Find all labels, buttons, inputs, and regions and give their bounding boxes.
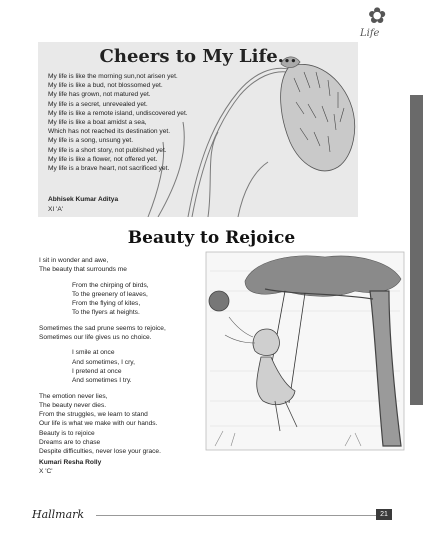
corner-logo-text: Life <box>360 28 380 39</box>
footer-logo: Hallmark <box>32 508 85 521</box>
poem-line: I sit in wonder and awe, <box>39 257 109 264</box>
poem1-body <box>48 72 188 173</box>
corner-logo <box>360 4 398 44</box>
poem-line: Beauty is to rejoice <box>39 429 95 437</box>
poem-line: And sometimes I try. <box>72 377 132 385</box>
poem-line: Which has not reached its destination yet. <box>48 128 171 136</box>
poem-line: Dreams are to chase <box>39 439 101 447</box>
poem-line: From the struggles, we learn to stand <box>39 411 148 419</box>
poem1-box <box>38 42 358 217</box>
poem-line: To the greenery of leaves, <box>72 290 148 298</box>
poem1-title: Cheers to My Life... <box>99 46 297 67</box>
poem-line: To the flyers at heights. <box>72 309 140 317</box>
poem-line: Sometimes the sad prune seems to rejoice, <box>39 324 166 332</box>
poem-line: My life is like a flower, not offered yet. <box>48 155 158 163</box>
poem-line: And sometimes, I cry, <box>72 358 135 366</box>
poem-line: From the chirping of birds, <box>72 281 149 289</box>
poem2-body <box>39 256 166 476</box>
page-number: 21 <box>376 509 392 520</box>
poem1-class: XI 'A' <box>48 206 63 213</box>
footer-divider <box>96 515 376 516</box>
poem1-author: Abhisek Kumar Aditya <box>48 196 119 203</box>
side-tab <box>410 95 423 405</box>
poem-line: From the flying of kites, <box>72 300 141 308</box>
poem-line: My life is a short story, not published yet. <box>48 146 167 154</box>
poem2-class: X 'C' <box>39 467 53 475</box>
poem-line: Sometimes our life gives us no choice. <box>39 334 152 342</box>
poem-line: I pretend at once <box>72 367 122 375</box>
poem-line: The beauty never dies. <box>39 401 107 409</box>
poem-line: My life is like a remote island, undiscovered yet. <box>48 109 188 117</box>
poem-line: Our life is what we make with our hands. <box>39 420 158 428</box>
poem2-author: Kumari Resha Rolly <box>39 458 102 466</box>
poem-line: My life is like a boat amidst a sea, <box>48 119 147 127</box>
flower-icon: ✿ <box>368 4 387 29</box>
poem-line: I smile at once <box>72 349 115 357</box>
poem-line: My life is a secret, unrevealed yet. <box>48 100 148 108</box>
poem-line: Despite difficulties, never lose your grace. <box>39 448 161 456</box>
girl-on-swing-illustration <box>205 251 405 451</box>
poem-line: The emotion never lies, <box>39 392 108 400</box>
poem-line: My life is a song, unsung yet. <box>48 137 134 145</box>
poem-line: My life is like the morning sun,not arisen yet. <box>48 73 178 80</box>
poem-line: My life is a brave heart, not sacrificed yet. <box>48 165 170 173</box>
poem-line: My life is like a bud, not blossomed yet. <box>48 82 163 90</box>
poem-line: The beauty that surrounds me <box>39 266 127 274</box>
poem2-title: Beauty to Rejoice <box>127 228 296 248</box>
poem-line: My life has grown, not matured yet. <box>48 91 151 99</box>
